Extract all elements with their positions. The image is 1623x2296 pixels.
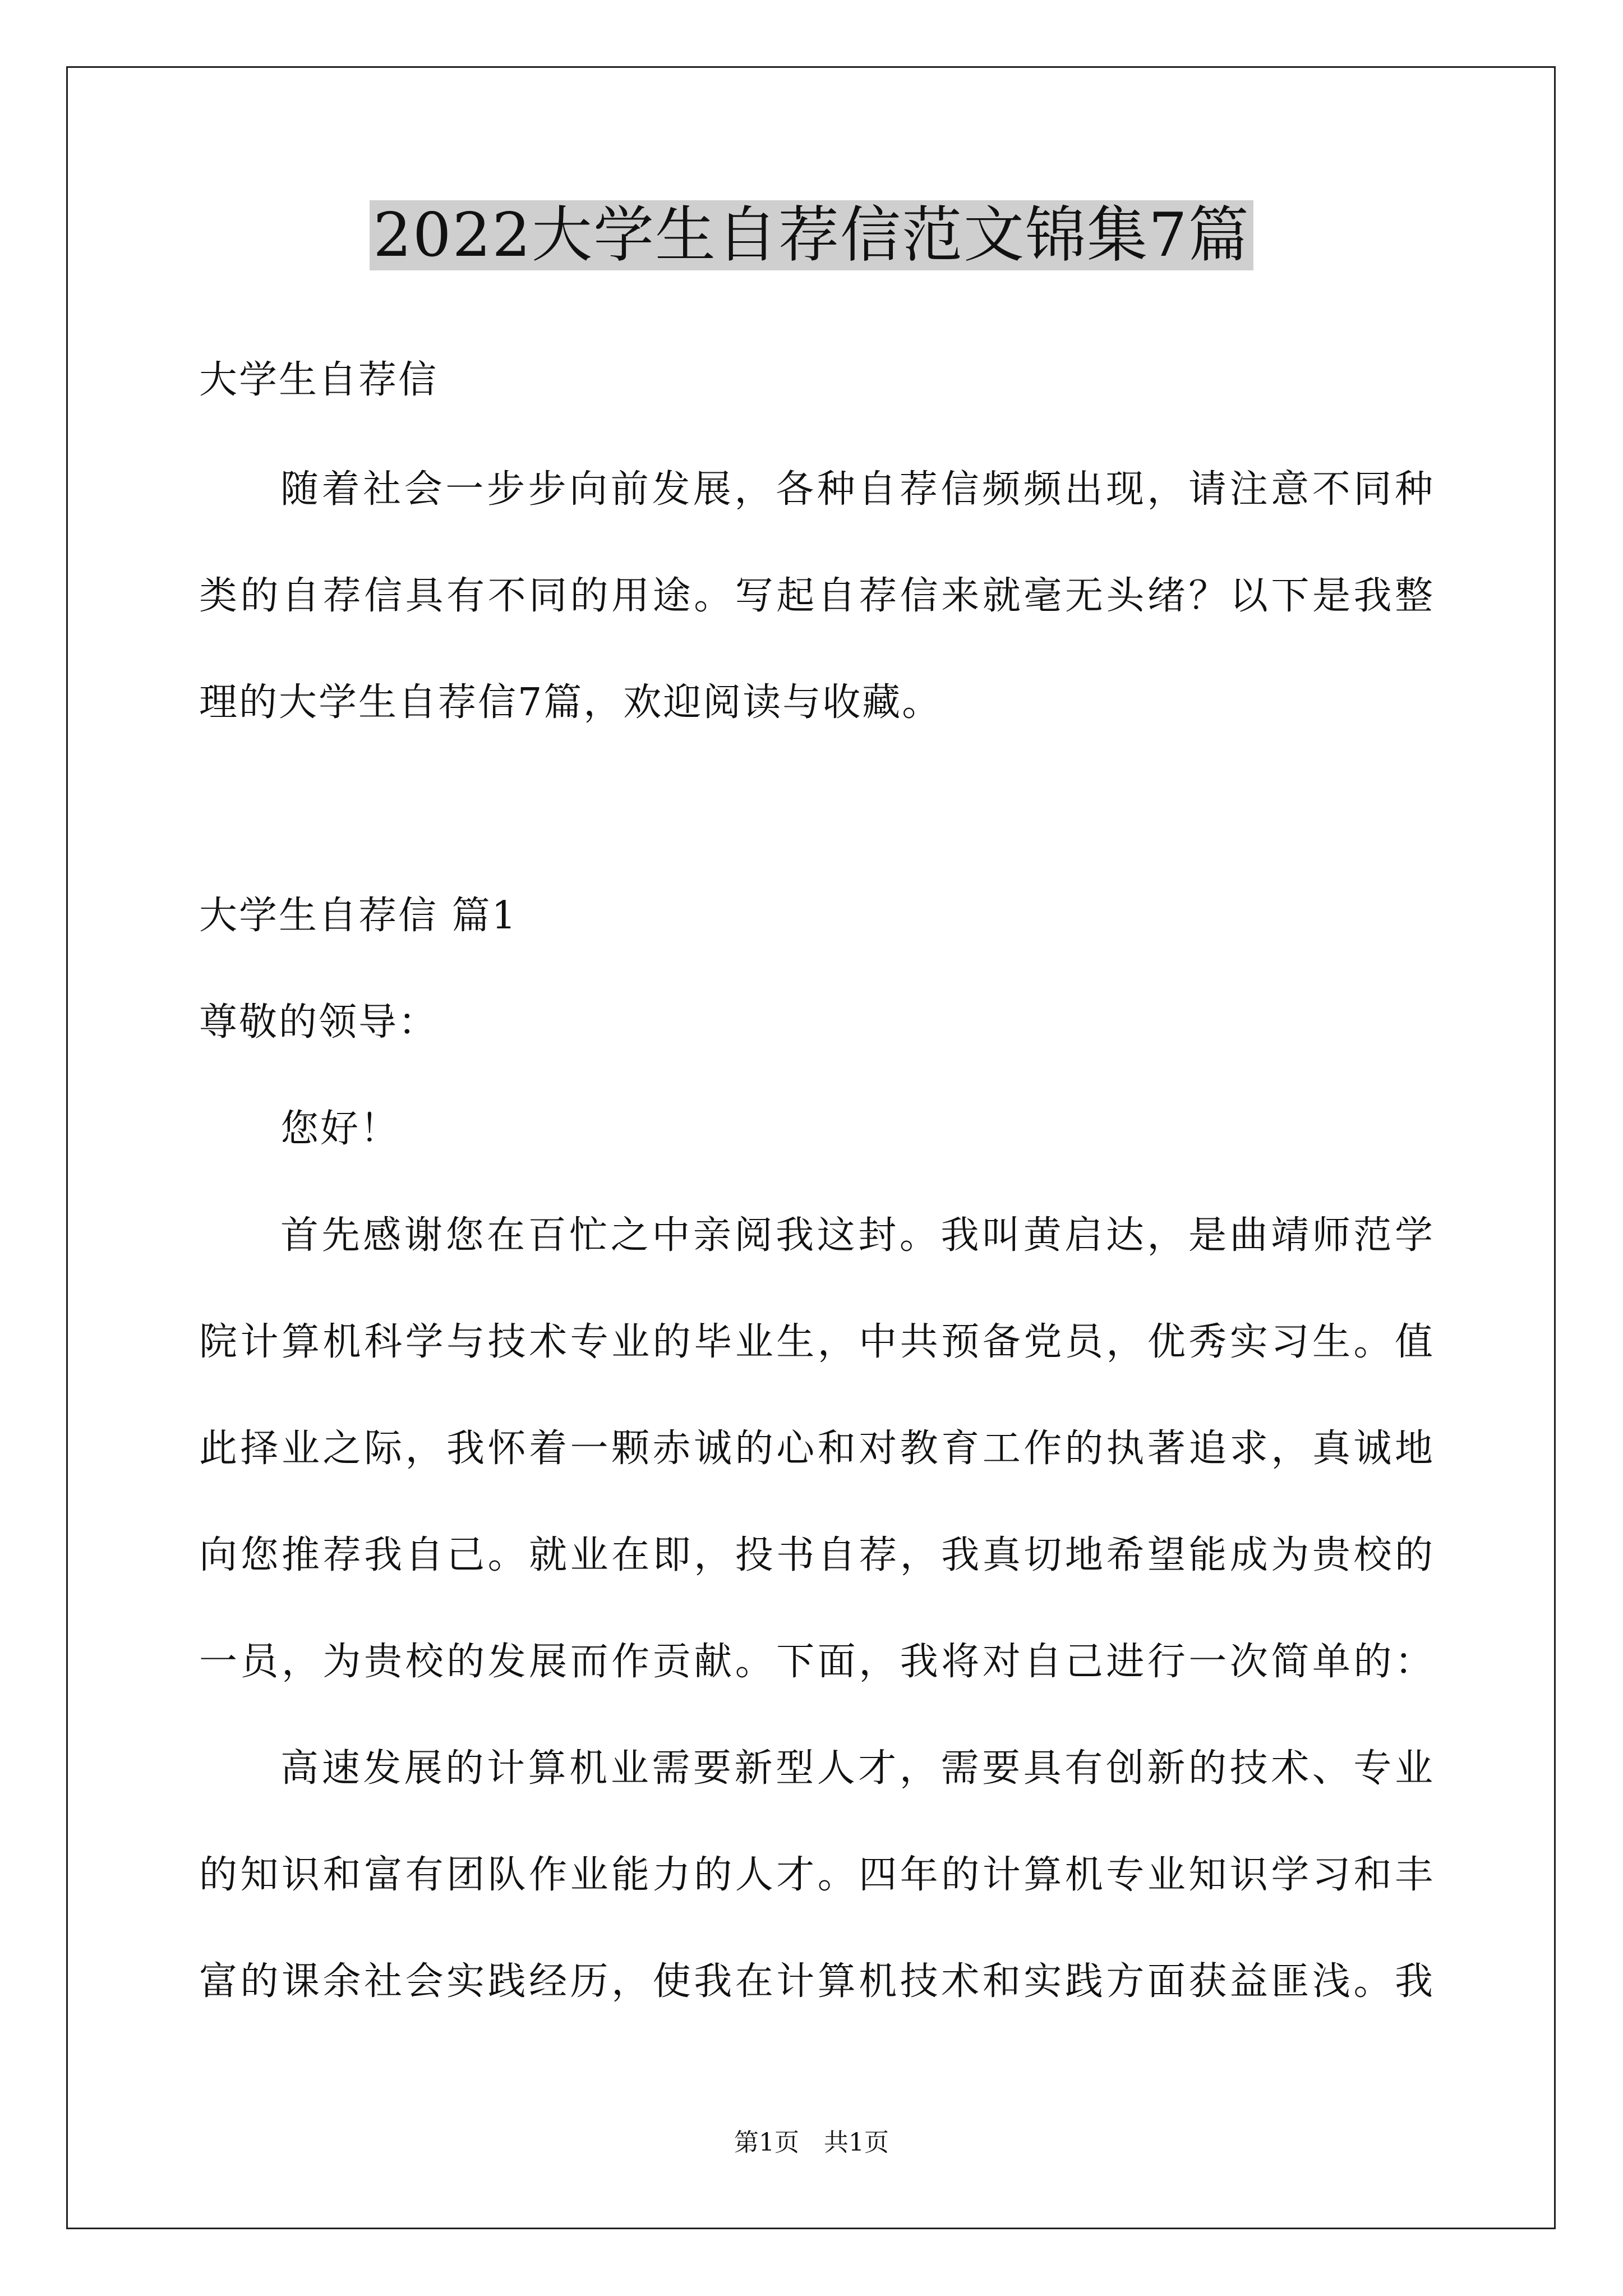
paragraph-line: 高速发展的计算机业需要新型人才，需要具有创新的技术、专业 (280, 1746, 1433, 1791)
paragraph-line: 理的大学生自荐信7篇，欢迎阅读与收藏。 (199, 680, 942, 725)
section-heading: 大学生自荐信 篇1 (199, 894, 518, 938)
paragraph-line: 一员，为贵校的发展而作贡献。下面，我将对自己进行一次简单的： (199, 1640, 1433, 1684)
document-title-text: 2022大学生自荐信范文锦集7篇 (370, 200, 1253, 270)
document-title (0, 194, 1623, 278)
section-heading: 大学生自荐信 (199, 358, 439, 402)
paragraph-line: 类的自荐信具有不同的用途。写起自荐信来就毫无头绪？以下是我整 (199, 574, 1433, 618)
paragraph-line: 随着社会一步步向前发展，各种自荐信频频出现，请注意不同种 (280, 467, 1433, 512)
salutation: 尊敬的领导： (199, 1000, 439, 1045)
paragraph-line: 此择业之际，我怀着一颗赤诚的心和对教育工作的执著追求，真诚地 (199, 1427, 1433, 1471)
paragraph-line: 首先感谢您在百忙之中亲阅我这封。我叫黄启达，是曲靖师范学 (280, 1213, 1433, 1258)
paragraph-line: 富的课余社会实践经历，使我在计算机技术和实践方面获益匪浅。我 (199, 1959, 1433, 2004)
greeting: 您好！ (280, 1107, 400, 1151)
paragraph-line: 的知识和富有团队作业能力的人才。四年的计算机专业知识学习和丰 (199, 1853, 1433, 1897)
paragraph-line: 院计算机科学与技术专业的毕业生，中共预备党员，优秀实习生。值 (199, 1320, 1433, 1364)
paragraph-line: 向您推荐我自己。就业在即，投书自荐，我真切地希望能成为贵校的 (199, 1533, 1433, 1577)
page-footer: 第1页 共1页 (734, 2128, 889, 2157)
